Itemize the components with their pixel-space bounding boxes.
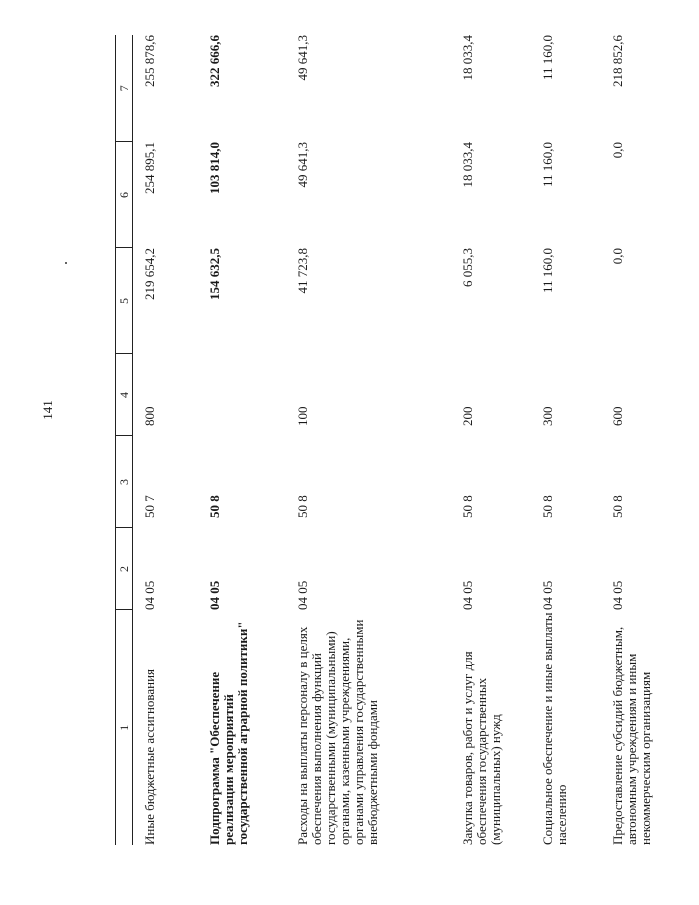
column-number: 2	[116, 528, 133, 610]
amount-col7: 49 641,3	[295, 35, 310, 81]
section-code: 04 05	[460, 580, 475, 610]
expense-type-code: 600	[610, 406, 625, 426]
amount-col5: 11 160,0	[540, 248, 555, 294]
row-name: Социальное обеспечение и иные выплаты населению	[540, 612, 569, 845]
expense-type-code: 200	[460, 406, 475, 426]
section-code: 04 05	[295, 580, 310, 610]
section-code: 04 05	[610, 580, 625, 610]
page-number: 141	[40, 400, 55, 420]
amount-col7: 255 878,6	[142, 35, 157, 87]
amount-col5: 6 055,3	[460, 248, 475, 287]
budget-table	[115, 35, 699, 845]
column-number: 4	[116, 354, 133, 436]
expense-type-code: 800	[142, 406, 157, 426]
column-number: 6	[116, 142, 133, 248]
amount-col6: 11 160,0	[540, 142, 555, 188]
target-article-code: 50 8	[207, 495, 222, 518]
column-number: 3	[116, 436, 133, 528]
section-code: 04 05	[142, 580, 157, 610]
column-number-row	[116, 35, 133, 845]
rotated-table-container	[115, 35, 653, 845]
scan-speck	[65, 262, 67, 264]
amount-col7: 218 852,6	[610, 35, 625, 87]
amount-col6: 103 814,0	[207, 142, 222, 194]
amount-col6: 18 033,4	[460, 142, 475, 188]
expense-type-code: 100	[295, 406, 310, 426]
amount-col6: 0,0	[610, 142, 625, 159]
amount-col5: 219 654,2	[142, 248, 157, 300]
section-code: 04 05	[207, 580, 222, 610]
row-name: Закупка товаров, работ и услуг для обеспечения государственных (муниципальных) нужд	[460, 651, 503, 845]
amount-col5: 41 723,8	[295, 248, 310, 294]
column-number: 1	[116, 610, 133, 845]
column-number: 5	[116, 248, 133, 354]
row-name: Иные бюджетные ассигнования	[142, 668, 157, 845]
amount-col5: 0,0	[610, 248, 625, 265]
table-row	[536, 35, 606, 845]
expense-type-code: 300	[540, 406, 555, 426]
target-article-code: 50 8	[610, 495, 625, 518]
table-row	[456, 35, 536, 845]
amount-col7: 18 033,4	[460, 35, 475, 81]
row-name: Расходы на выплаты персоналу в целях обеспечения выполнения функций государственными (муниципальными) органами, казенными учреждениями, органами управления государственными внебюджетными фондами	[295, 619, 380, 845]
amount-col5: 154 632,5	[207, 248, 222, 300]
amount-col6: 254 895,1	[142, 142, 157, 194]
amount-col6: 49 641,3	[295, 142, 310, 188]
column-number: 7	[116, 35, 133, 142]
table-row	[606, 35, 699, 845]
expense-type-code	[205, 354, 293, 436]
table-row	[293, 35, 456, 845]
table-row-subprogram	[205, 35, 293, 845]
amount-col7: 322 666,6	[207, 35, 222, 87]
row-name: Предоставление субсидий бюджетным, автономным учреждениям и иным некоммерческим организациям	[610, 626, 653, 845]
target-article-code: 50 8	[540, 495, 555, 518]
table-row	[133, 35, 206, 845]
target-article-code: 50 8	[295, 495, 310, 518]
target-article-code: 50 7	[142, 495, 157, 518]
target-article-code: 50 8	[460, 495, 475, 518]
row-name: Подпрограмма "Обеспечение реализации мероприятий государственной аграрной политики"	[207, 621, 250, 845]
section-code: 04 05	[540, 580, 555, 610]
amount-col7: 11 160,0	[540, 35, 555, 81]
